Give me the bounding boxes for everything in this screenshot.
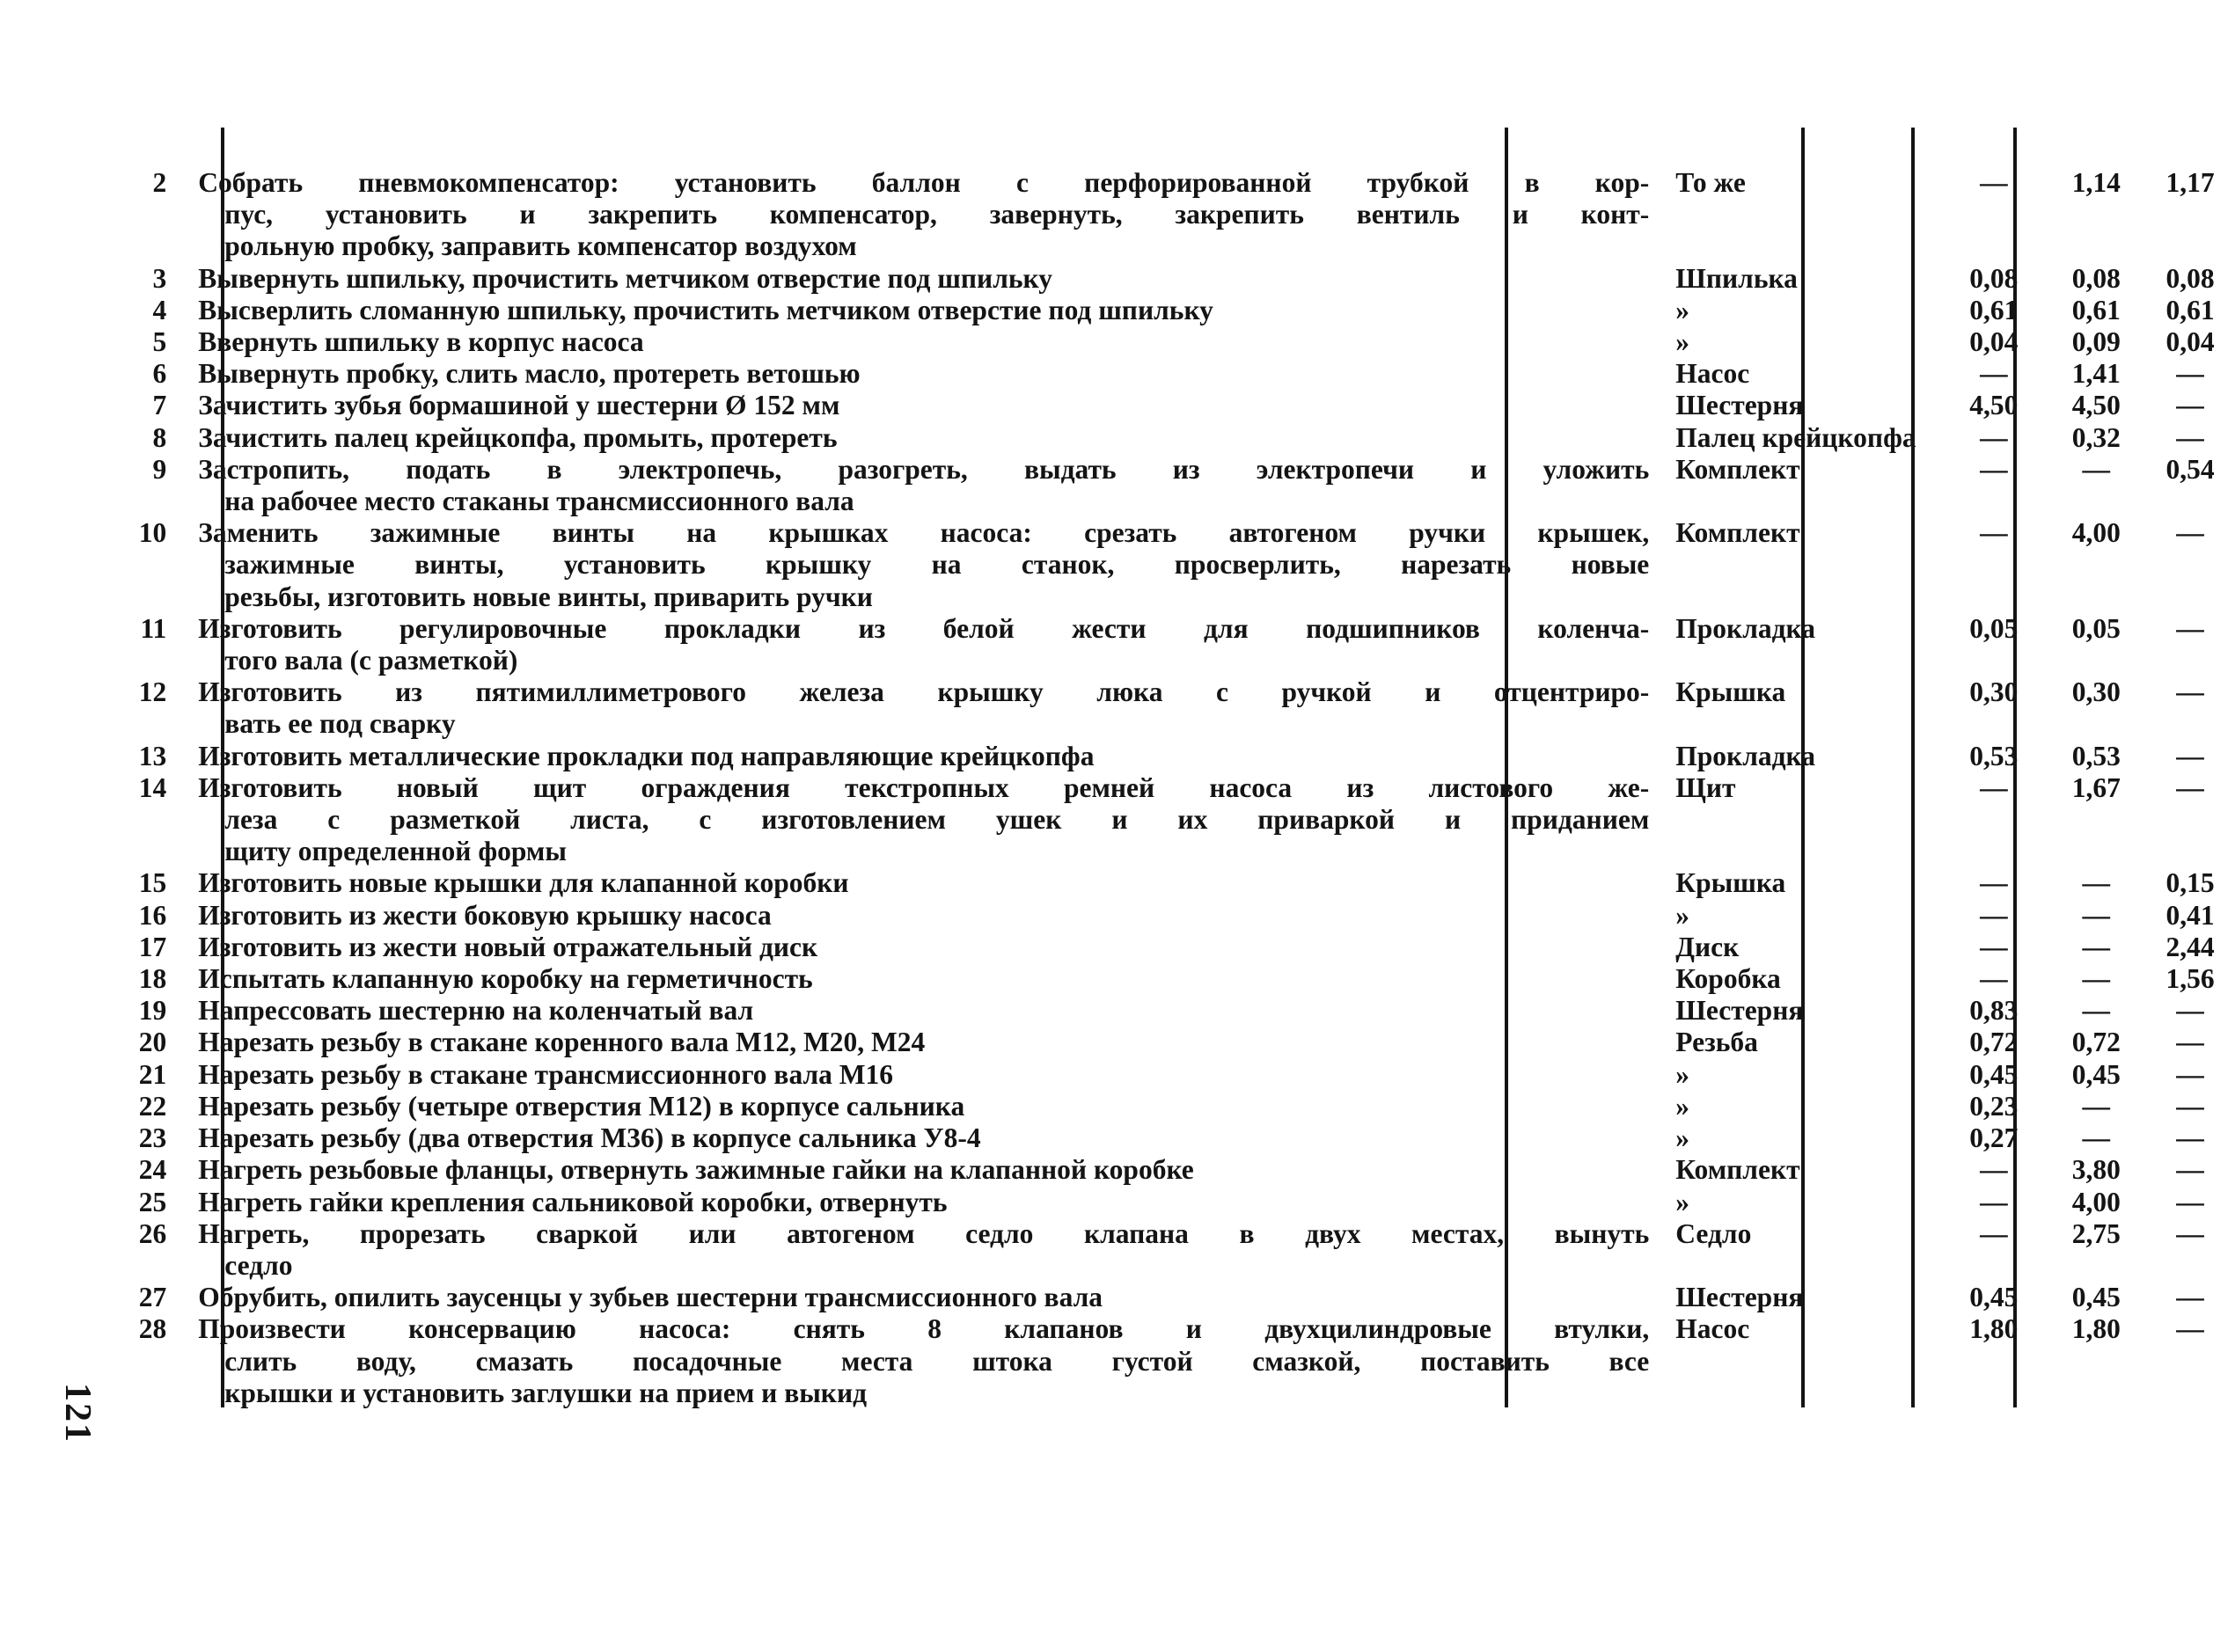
unit-cell: Прокладка [1675, 740, 1815, 771]
description-line: крышки и установить заглушки на прием и выкид [224, 1377, 868, 1408]
value-cell-v3: — [2176, 517, 2204, 549]
row-number: 15 [138, 867, 167, 899]
value-cell-v2: 1,67 [2071, 771, 2121, 803]
table-row [0, 390, 2235, 421]
value-cell-v3: 0,08 [2165, 262, 2215, 294]
description-line: Изготовить из пятимиллиметрового железа крышку люка с ручкой и отцентриро- [198, 676, 1650, 708]
value-cell-v2: 2,75 [2071, 1217, 2121, 1249]
row-number: 19 [138, 995, 167, 1027]
description-line: Нагреть гайки крепления сальниковой коробки, отвернуть [198, 1186, 948, 1217]
value-cell-v1: — [1980, 899, 2008, 931]
row-number: 9 [152, 453, 167, 485]
unit-cell: Шпилька [1675, 262, 1798, 294]
table-row [0, 963, 2235, 995]
unit-cell: » [1675, 294, 1690, 325]
operation-description [193, 326, 1649, 358]
row-number: 16 [138, 899, 167, 931]
operation-description [193, 263, 1649, 295]
operation-description [193, 613, 1649, 676]
value-cell-v3: 0,54 [2165, 453, 2215, 485]
value-cell-v2: 1,14 [2071, 167, 2121, 198]
description-line: резьбы, изготовить новые винты, приварить ручки [224, 581, 873, 612]
value-cell-v2: 0,61 [2071, 294, 2121, 325]
description-line: Изготовить новый щит ограждения текстропных ремней насоса из листового же- [198, 771, 1650, 803]
operation-description [193, 1218, 1649, 1282]
value-cell-v3: — [2176, 358, 2204, 390]
value-cell-v3: — [2176, 1027, 2204, 1058]
value-cell-v2: 0,30 [2071, 676, 2121, 708]
value-cell-v3: — [2176, 1122, 2204, 1154]
description-line: Изготовить из жести боковую крышку насоса [198, 899, 772, 931]
value-cell-v3: — [2176, 612, 2204, 644]
value-cell-v2: — [2082, 931, 2111, 962]
value-cell-v3: — [2176, 1090, 2204, 1122]
table-row [0, 167, 2235, 263]
table-row [0, 1027, 2235, 1058]
unit-cell: Шестерня [1675, 1282, 1804, 1313]
value-cell-v1: — [1980, 771, 2008, 803]
value-cell-v1: — [1980, 358, 2008, 390]
operation-description [193, 741, 1649, 772]
description-line: Изготовить регулировочные прокладки из белой жести для подшипников коленча- [198, 612, 1650, 644]
table-row [0, 1313, 2235, 1409]
value-cell-v3: — [2176, 995, 2204, 1027]
operation-description [193, 1122, 1649, 1154]
value-cell-v1: 0,04 [1969, 326, 2019, 358]
description-line: Застропить, подать в электропечь, разогреть, выдать из электропечи и уложить [198, 453, 1650, 485]
value-cell-v3: 0,04 [2165, 326, 2215, 358]
unit-cell: Комплект [1675, 517, 1800, 549]
value-cell-v2: 4,00 [2071, 1186, 2121, 1217]
table-row [0, 326, 2235, 358]
value-cell-v1: — [1980, 931, 2008, 962]
table-row [0, 454, 2235, 517]
value-cell-v2: — [2082, 453, 2111, 485]
table-row [0, 613, 2235, 676]
unit-cell: Шестерня [1675, 390, 1804, 421]
unit-cell: Шестерня [1675, 995, 1804, 1027]
value-cell-v2: 1,80 [2071, 1313, 2121, 1345]
value-cell-v1: 0,27 [1969, 1122, 2019, 1154]
value-cell-v1: 0,72 [1969, 1027, 2019, 1058]
value-cell-v2: — [2082, 1122, 2111, 1154]
value-cell-v2: 0,08 [2071, 262, 2121, 294]
description-line: Изготовить металлические прокладки под направляющие крейцкопфа [198, 740, 1095, 771]
value-cell-v1: — [1980, 421, 2008, 453]
unit-cell: Щит [1675, 771, 1736, 803]
unit-cell: » [1675, 1122, 1690, 1154]
description-line: щиту определенной формы [224, 836, 567, 867]
table-row [0, 867, 2235, 899]
description-line: Вывернуть пробку, слить масло, протереть ветошью [198, 358, 861, 390]
table-row [0, 263, 2235, 295]
table-row [0, 1091, 2235, 1122]
operation-description [193, 963, 1649, 995]
table-row [0, 1059, 2235, 1091]
unit-cell: То же [1675, 167, 1746, 198]
value-cell-v2: — [2082, 867, 2111, 899]
unit-cell: Седло [1675, 1217, 1752, 1249]
description-line: Испытать клапанную коробку на герметичность [198, 963, 813, 995]
description-line: Собрать пневмокомпенсатор: установить баллон с перфорированной трубкой в кор- [198, 167, 1650, 198]
unit-cell: » [1675, 326, 1690, 358]
operation-description [193, 900, 1649, 932]
value-cell-v3: — [2176, 1313, 2204, 1345]
unit-cell: Коробка [1675, 963, 1781, 995]
description-line: Изготовить новые крышки для клапанной коробки [198, 867, 849, 899]
value-cell-v2: 0,45 [2071, 1058, 2121, 1090]
description-line: Произвести консервацию насоса: снять 8 клапанов и двухцилиндровые втулки, [198, 1313, 1650, 1345]
value-cell-v1: 1,80 [1969, 1313, 2019, 1345]
value-cell-v2: — [2082, 995, 2111, 1027]
description-line: Ввернуть шпильку в корпус насоса [198, 326, 644, 358]
value-cell-v1: — [1980, 963, 2008, 995]
value-cell-v2: 4,00 [2071, 517, 2121, 549]
row-number: 7 [152, 390, 167, 421]
table-row [0, 358, 2235, 390]
description-line: зажимные винты, установить крышку на станок, просверлить, нарезать новые [224, 549, 1650, 581]
row-number: 17 [138, 931, 167, 962]
value-cell-v3: 0,61 [2165, 294, 2215, 325]
operation-description [193, 1313, 1649, 1409]
description-line: седло [224, 1249, 293, 1281]
operation-description [193, 867, 1649, 899]
value-cell-v3: 2,44 [2165, 931, 2215, 962]
table-row [0, 676, 2235, 740]
operation-description [193, 1059, 1649, 1091]
value-cell-v1: — [1980, 867, 2008, 899]
description-line: Нарезать резьбу (два отверстия М36) в корпусе сальника У8-4 [198, 1122, 981, 1154]
description-line: рольную пробку, заправить компенсатор воздухом [224, 230, 857, 262]
value-cell-v2: 3,80 [2071, 1154, 2121, 1186]
table-row [0, 1122, 2235, 1154]
value-cell-v1: 0,08 [1969, 262, 2019, 294]
row-number: 4 [152, 294, 167, 325]
value-cell-v3: 1,17 [2165, 167, 2215, 198]
value-cell-v2: 1,41 [2071, 358, 2121, 390]
row-number: 26 [138, 1217, 167, 1249]
value-cell-v1: — [1980, 517, 2008, 549]
table-row [0, 932, 2235, 963]
unit-cell: » [1675, 1090, 1690, 1122]
description-line: леза с разметкой листа, с изготовлением ушек и их приваркой и приданием [224, 804, 1650, 836]
row-number: 12 [138, 676, 167, 708]
row-number: 13 [138, 740, 167, 771]
unit-cell: Крышка [1675, 867, 1786, 899]
row-number: 6 [152, 358, 167, 390]
operation-description [193, 1282, 1649, 1313]
value-cell-v3: — [2176, 676, 2204, 708]
row-number: 3 [152, 262, 167, 294]
description-line: Нагреть резьбовые фланцы, отвернуть зажимные гайки на клапанной коробке [198, 1154, 1194, 1186]
value-cell-v2: 0,53 [2071, 740, 2121, 771]
unit-cell: » [1675, 899, 1690, 931]
row-number: 22 [138, 1090, 167, 1122]
description-line: на рабочее место стаканы трансмиссионного вала [224, 486, 854, 517]
value-cell-v2: 0,05 [2071, 612, 2121, 644]
operation-description [193, 995, 1649, 1027]
value-cell-v1: 0,30 [1969, 676, 2019, 708]
value-cell-v1: — [1980, 1154, 2008, 1186]
row-number: 21 [138, 1058, 167, 1090]
description-line: Изготовить из жести новый отражательный диск [198, 931, 818, 962]
value-cell-v1: 0,83 [1969, 995, 2019, 1027]
value-cell-v2: — [2082, 1090, 2111, 1122]
value-cell-v2: — [2082, 963, 2111, 995]
table-row [0, 295, 2235, 326]
operation-description [193, 1027, 1649, 1058]
value-cell-v3: — [2176, 740, 2204, 771]
table-row [0, 517, 2235, 613]
description-line: Нагреть, прорезать сваркой или автогеном седло клапана в двух местах, вынуть [198, 1217, 1650, 1249]
value-cell-v3: 0,41 [2165, 899, 2215, 931]
value-cell-v3: — [2176, 771, 2204, 803]
unit-cell: Крышка [1675, 676, 1786, 708]
operation-description [193, 676, 1649, 740]
value-cell-v1: 0,45 [1969, 1282, 2019, 1313]
row-number: 14 [138, 771, 167, 803]
operation-description [193, 390, 1649, 421]
unit-cell: Резьба [1675, 1027, 1758, 1058]
operation-description [193, 1154, 1649, 1186]
value-cell-v3: — [2176, 1217, 2204, 1249]
value-cell-v1: 0,05 [1969, 612, 2019, 644]
value-cell-v2: — [2082, 899, 2111, 931]
row-number: 28 [138, 1313, 167, 1345]
value-cell-v1: — [1980, 1217, 2008, 1249]
row-number: 2 [152, 167, 167, 198]
table-row [0, 1218, 2235, 1282]
row-number: 27 [138, 1282, 167, 1313]
value-cell-v3: 0,15 [2165, 867, 2215, 899]
value-cell-v3: — [2176, 1282, 2204, 1313]
value-cell-v3: — [2176, 1154, 2204, 1186]
value-cell-v3: — [2176, 390, 2204, 421]
description-line: Напрессовать шестерню на коленчатый вал [198, 995, 754, 1027]
description-line: Зачистить зубья бормашиной у шестерни Ø 152 мм [198, 390, 840, 421]
table-row [0, 741, 2235, 772]
operation-description [193, 1091, 1649, 1122]
unit-cell: » [1675, 1186, 1690, 1217]
operation-description [193, 422, 1649, 454]
unit-cell: Насос [1675, 1313, 1750, 1345]
description-line: Вывернуть шпильку, прочистить метчиком отверстие под шпильку [198, 262, 1052, 294]
description-line: того вала (с разметкой) [224, 645, 518, 676]
value-cell-v2: 0,72 [2071, 1027, 2121, 1058]
unit-cell: Диск [1675, 931, 1740, 962]
operation-description [193, 932, 1649, 963]
value-cell-v2: 4,50 [2071, 390, 2121, 421]
page-number: 121 [57, 1383, 98, 1444]
row-number: 8 [152, 421, 167, 453]
description-line: Обрубить, опилить заусенцы у зубьев шестерни трансмиссионного вала [198, 1282, 1103, 1313]
description-line: Нарезать резьбу (четыре отверстия М12) в корпусе сальника [198, 1090, 965, 1122]
value-cell-v2: 0,32 [2071, 421, 2121, 453]
row-number: 11 [140, 612, 167, 644]
row-number: 25 [138, 1186, 167, 1217]
row-number: 5 [152, 326, 167, 358]
description-line: Нарезать резьбу в стакане трансмиссионного вала М16 [198, 1058, 893, 1090]
value-cell-v1: 0,53 [1969, 740, 2019, 771]
value-cell-v2: 0,09 [2071, 326, 2121, 358]
row-number: 18 [138, 963, 167, 995]
value-cell-v3: — [2176, 1058, 2204, 1090]
description-line: Высверлить сломанную шпильку, прочистить метчиком отверстие под шпильку [198, 294, 1213, 325]
unit-cell: Прокладка [1675, 612, 1815, 644]
row-number: 20 [138, 1027, 167, 1058]
value-cell-v1: — [1980, 1186, 2008, 1217]
norms-table [0, 167, 2235, 1409]
unit-cell: Палец крейцкопфа [1675, 421, 1916, 453]
value-cell-v3: — [2176, 1186, 2204, 1217]
value-cell-v1: 4,50 [1969, 390, 2019, 421]
description-line: Заменить зажимные винты на крышках насоса: срезать автогеном ручки крышек, [198, 517, 1650, 549]
operation-description [193, 454, 1649, 517]
value-cell-v1: — [1980, 453, 2008, 485]
table-row [0, 900, 2235, 932]
value-cell-v3: 1,56 [2165, 963, 2215, 995]
value-cell-v1: 0,61 [1969, 294, 2019, 325]
operation-description [193, 295, 1649, 326]
operation-description [193, 358, 1649, 390]
unit-cell: Комплект [1675, 453, 1800, 485]
value-cell-v1: — [1980, 167, 2008, 198]
value-cell-v2: 0,45 [2071, 1282, 2121, 1313]
description-line: пус, установить и закрепить компенсатор, завернуть, закрепить вентиль и конт- [224, 199, 1650, 230]
table-row [0, 995, 2235, 1027]
table-row [0, 1282, 2235, 1313]
table-row [0, 1187, 2235, 1218]
description-line: вать ее под сварку [224, 708, 456, 740]
unit-cell: » [1675, 1058, 1690, 1090]
unit-cell: Насос [1675, 358, 1750, 390]
unit-cell: Комплект [1675, 1154, 1800, 1186]
value-cell-v1: 0,45 [1969, 1058, 2019, 1090]
description-line: Нарезать резьбу в стакане коренного вала М12, М20, М24 [198, 1027, 926, 1058]
operation-description [193, 167, 1649, 263]
table-row [0, 422, 2235, 454]
operation-description [193, 1187, 1649, 1218]
description-line: Зачистить палец крейцкопфа, промыть, протереть [198, 421, 838, 453]
value-cell-v3: — [2176, 421, 2204, 453]
operation-description [193, 772, 1649, 868]
table-row [0, 1154, 2235, 1186]
value-cell-v1: 0,23 [1969, 1090, 2019, 1122]
description-line: слить воду, смазать посадочные места штока густой смазкой, поставить все [224, 1345, 1650, 1377]
operation-description [193, 517, 1649, 613]
row-number: 10 [138, 517, 167, 549]
row-number: 23 [138, 1122, 167, 1154]
table-row [0, 772, 2235, 868]
row-number: 24 [138, 1154, 167, 1186]
